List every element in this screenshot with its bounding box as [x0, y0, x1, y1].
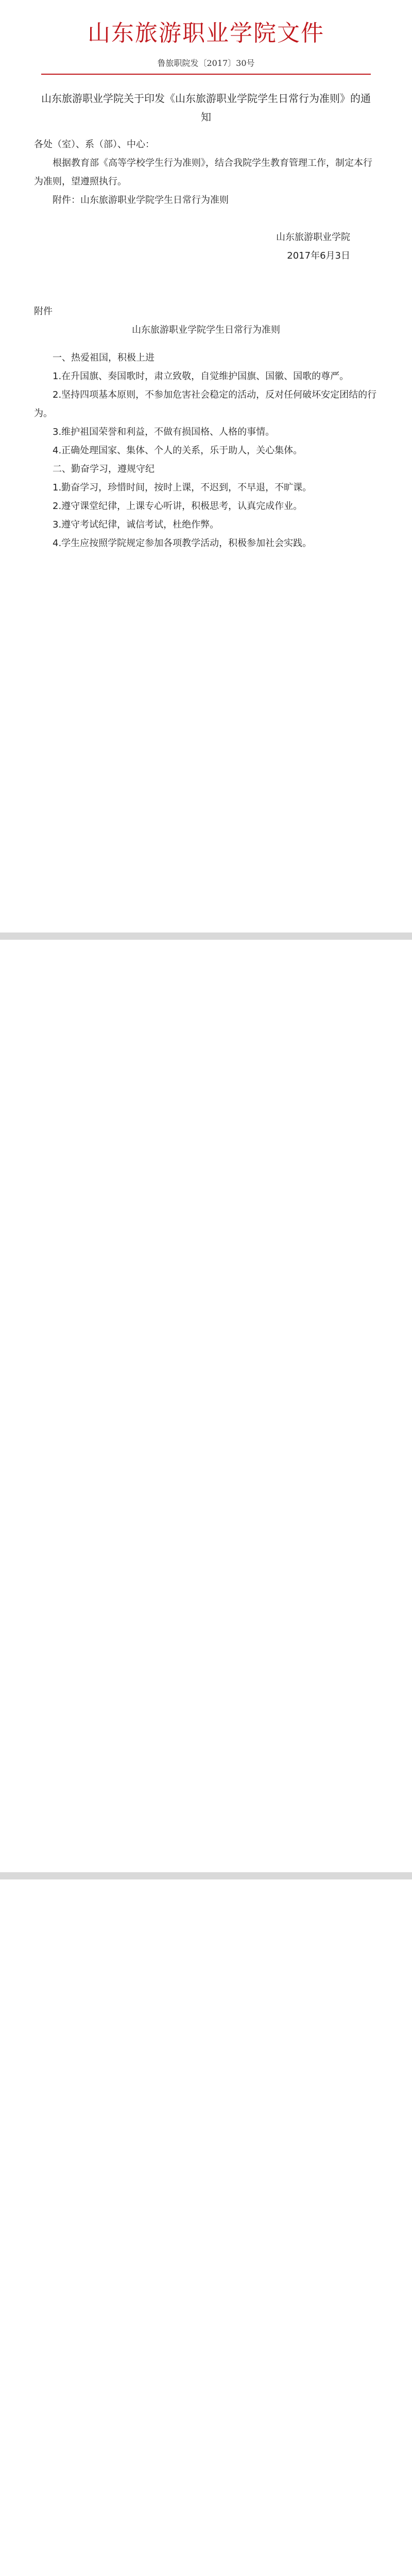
salutation: 各处（室）、系（部）、中心： [34, 139, 154, 150]
appendix-label: 附件 [34, 306, 53, 317]
section-line: 2.遵守课堂纪律，上课专心听讲，积极思考，认真完成作业。 [53, 501, 303, 512]
red-divider [41, 74, 371, 75]
section-line: 3.遵守考试纪律，诚信考试，杜绝作弊。 [53, 519, 219, 530]
page-separator [0, 1872, 412, 1879]
section-line: 4.学生应按照学院规定参加各项教学活动，积极参加社会实践。 [53, 538, 312, 549]
org-title: 山东旅游职业学院文件 [88, 20, 324, 46]
section-line: 2.坚持四项基本原则，不参加危害社会稳定的活动，反对任何破坏安定团结的行为。 [34, 389, 377, 419]
notice-title: 山东旅游职业学院关于印发《山东旅游职业学院学生日常行为准则》的通知 [41, 92, 371, 123]
section-line: 1.在升国旗、奏国歌时，肃立致敬，自觉维护国旗、国徽、国歌的尊严。 [53, 371, 349, 382]
appendix-title: 山东旅游职业学院学生日常行为准则 [132, 325, 280, 335]
section-line: 1.勤奋学习，珍惜时间，按时上课，不迟到，不早退，不旷课。 [53, 482, 312, 493]
notice-body: 根据教育部《高等学校学生行为准则》，结合我院学生教育管理工作，制定本行为准则，望遵照执行。 [34, 158, 372, 187]
doc-number: 鲁旅职院发〔2017〕30号 [157, 58, 255, 68]
page-2 [0, 940, 412, 1872]
sign-date: 2017年6月3日 [287, 250, 350, 261]
attachment-note: 附件：山东旅游职业学院学生日常行为准则 [53, 195, 229, 206]
section-line: 一、热爱祖国，积极上进 [53, 352, 154, 363]
section-line: 4.正确处理国家、集体、个人的关系，乐于助人，关心集体。 [53, 445, 303, 456]
page-separator [0, 933, 412, 940]
section-line: 3.维护祖国荣誉和利益，不做有损国格、人格的事情。 [53, 427, 275, 437]
section-line: 二、勤奋学习，遵规守纪 [53, 464, 154, 474]
page-3 [0, 1879, 412, 2576]
page-1 [0, 0, 412, 933]
signer: 山东旅游职业学院 [276, 232, 350, 243]
